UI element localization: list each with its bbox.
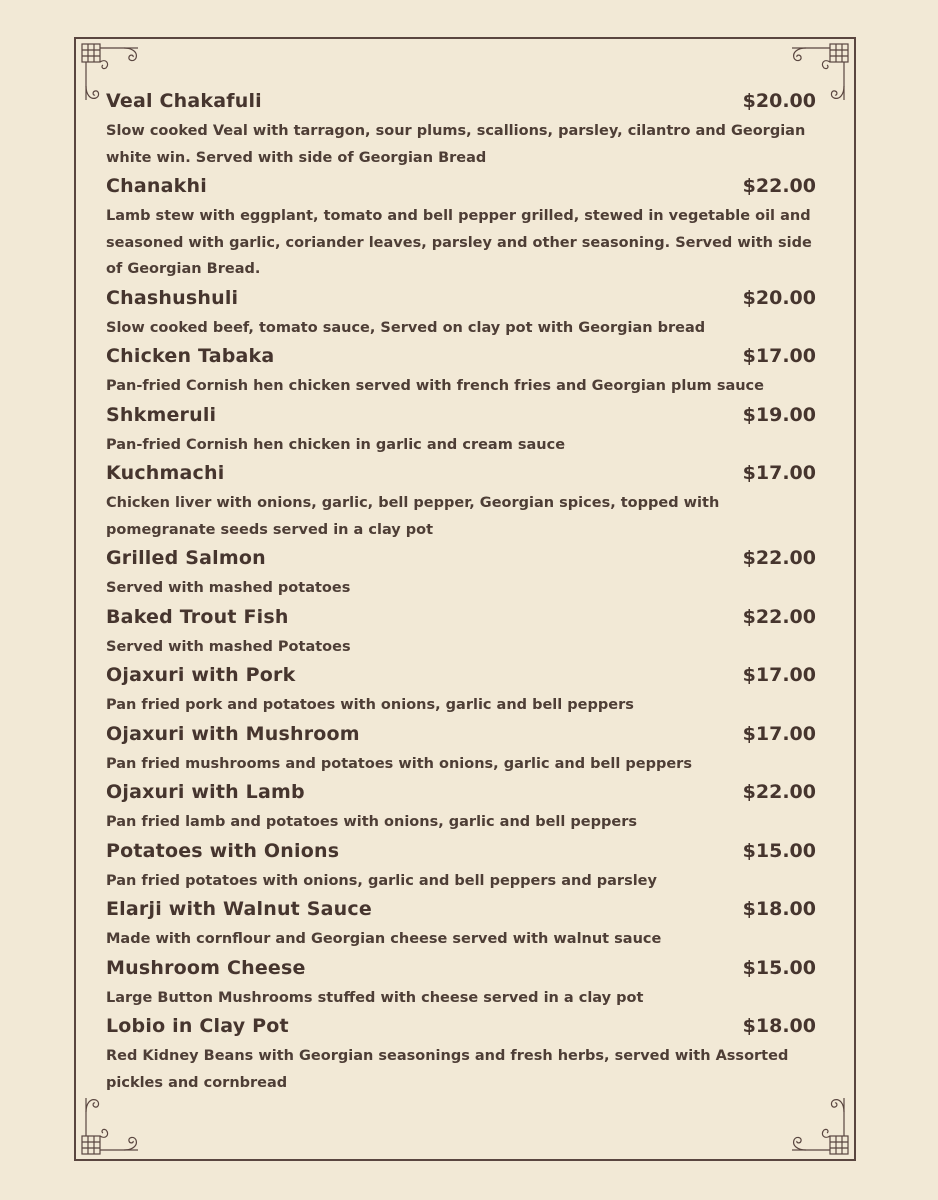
item-price: $17.00: [742, 722, 816, 745]
item-description: Slow cooked Veal with tarragon, sour plums, scallions, parsley, cilantro and Georgian white win. Served with side of Georgian Bread: [106, 123, 806, 166]
corner-ornament-icon: [786, 1092, 850, 1156]
item-name: Ojaxuri with Pork: [106, 664, 296, 686]
menu-item: [106, 400, 816, 459]
item-description: Pan fried mushrooms and potatoes with onions, garlic and bell peppers: [106, 755, 692, 772]
menu-item: [106, 660, 816, 719]
item-name: Veal Chakafuli: [106, 90, 262, 112]
item-description: Lamb stew with eggplant, tomato and bell pepper grilled, stewed in vegetable oil and seasoned with garlic, coriander leaves, parsley and other seasoning. Served with side of Georgian Bread.: [106, 208, 812, 277]
item-name: Mushroom Cheese: [106, 956, 306, 979]
item-price: $17.00: [742, 345, 816, 367]
item-description: Chicken liver with onions, garlic, bell pepper, Georgian spices, topped with pomegranate seeds served in a clay pot: [106, 495, 720, 538]
item-price: $15.00: [742, 956, 816, 979]
item-name: Elarji with Walnut Sauce: [106, 898, 372, 920]
item-description: Served with mashed potatoes: [106, 580, 351, 596]
menu-item: [106, 719, 816, 778]
item-name: Chashushuli: [106, 286, 239, 309]
menu-item: [106, 777, 816, 836]
item-price: $22.00: [742, 781, 816, 803]
item-name: Kuchmachi: [106, 462, 225, 484]
item-price: $17.00: [742, 664, 816, 686]
item-name: Ojaxuri with Lamb: [106, 781, 305, 803]
item-name: Potatoes with Onions: [106, 839, 340, 862]
item-price: $22.00: [742, 605, 816, 628]
item-name: Ojaxuri with Mushroom: [106, 722, 360, 745]
menu-item: [106, 341, 816, 400]
item-price: $19.00: [742, 403, 816, 426]
item-name: Baked Trout Fish: [106, 605, 289, 628]
item-price: $18.00: [742, 1015, 816, 1037]
menu-item: [106, 894, 816, 953]
menu-item: [106, 953, 816, 1012]
item-name: Chicken Tabaka: [106, 345, 275, 367]
menu-item: [106, 836, 816, 895]
item-price: $18.00: [742, 898, 816, 920]
menu-item: [106, 86, 816, 171]
item-description: Served with mashed Potatoes: [106, 638, 351, 655]
item-description: Slow cooked beef, tomato sauce, Served on clay pot with Georgian bread: [106, 319, 706, 336]
menu-item: [106, 171, 816, 283]
menu-list: [106, 86, 816, 1096]
menu-item: [106, 543, 816, 602]
item-price: $15.00: [742, 839, 816, 862]
item-description: Pan fried lamb and potatoes with onions, garlic and bell peppers: [106, 814, 637, 830]
menu-item: [106, 1011, 816, 1096]
menu-item: [106, 458, 816, 543]
item-price: $20.00: [742, 286, 816, 309]
item-price: $22.00: [742, 175, 816, 197]
item-description: Red Kidney Beans with Georgian seasonings and fresh herbs, served with Assorted pickles and cornbread: [106, 1048, 789, 1091]
item-description: Large Button Mushrooms stuffed with cheese served in a clay pot: [106, 989, 644, 1006]
item-price: $20.00: [742, 90, 816, 112]
item-description: Made with cornflour and Georgian cheese served with walnut sauce: [106, 931, 662, 947]
item-price: $17.00: [742, 462, 816, 484]
item-name: Lobio in Clay Pot: [106, 1015, 289, 1037]
menu-item: [106, 602, 816, 661]
item-name: Shkmeruli: [106, 403, 217, 426]
item-description: Pan fried pork and potatoes with onions, garlic and bell peppers: [106, 697, 634, 713]
item-description: Pan-fried Cornish hen chicken in garlic and cream sauce: [106, 436, 566, 453]
item-name: Chanakhi: [106, 175, 207, 197]
item-price: $22.00: [742, 547, 816, 569]
item-name: Grilled Salmon: [106, 547, 266, 569]
item-description: Pan fried potatoes with onions, garlic and bell peppers and parsley: [106, 872, 657, 889]
item-description: Pan-fried Cornish hen chicken served with french fries and Georgian plum sauce: [106, 378, 764, 394]
corner-ornament-icon: [80, 1092, 144, 1156]
menu-item: [106, 283, 816, 342]
